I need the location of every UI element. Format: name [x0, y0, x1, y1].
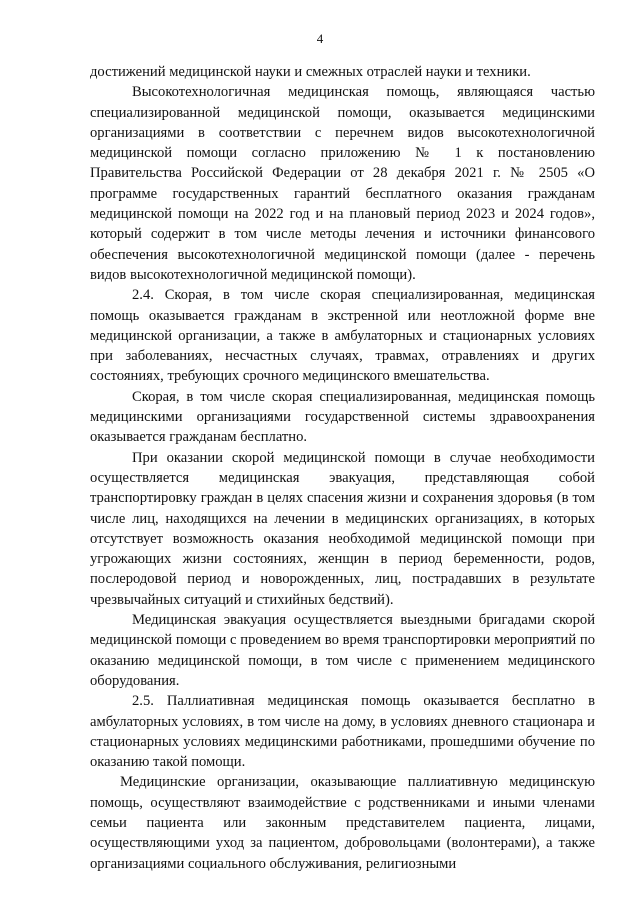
paragraph-palliative-organizations: Медицинские организации, оказывающие паллиативную медицинскую помощь, осуществляют взаимодействие с родственниками и иными членами семьи пациента или законным представителем пациента, лицами, осуществляющими уход за пациентом, добровольцами (волонтерами), а также организациями социального обслуживания, религиозными [90, 774, 595, 872]
paragraph-medical-evacuation: При оказании скорой медицинской помощи в случае необходимости осуществляется медицинская эвакуация, представляющая собой транспортировку граждан в целях спасения жизни и сохранения здоровья (в том числе лиц, находящихся на лечении в медицинских организациях, в которых отсутствует возможность оказания необходимой медицинской помощи при угрожающих жизни состояниях, женщин в период беременности, родов, послеродовой период и новорожденных, лиц, пострадавших в результате чрезвычайных ситуаций и стихийных бедствий). [90, 449, 595, 608]
paragraph-evacuation-teams: Медицинская эвакуация осуществляется выездными бригадами скорой медицинской помощи с проведением во время транспортировки мероприятий по оказанию медицинской помощи, в том числе с применением медицинского оборудования. [90, 612, 595, 689]
paragraph-2-4-emergency-care: 2.4. Скорая, в том числе скорая специализированная, медицинская помощь оказывается гражданам в экстренной или неотложной форме вне медицинской организации, а также в амбулаторных и стационарных условиях при заболеваниях, несчастных случаях, травмах, отравлениях и других состояниях, требующих срочного медицинского вмешательства. [90, 287, 595, 385]
document-body [90, 62, 595, 874]
paragraph-emergency-care-free: Скорая, в том числе скорая специализированная, медицинская помощь медицинскими организациями государственной системы здравоохранения оказывается гражданам бесплатно. [90, 388, 595, 446]
paragraph-2-5-palliative-care: 2.5. Паллиативная медицинская помощь оказывается бесплатно в амбулаторных условиях, в том числе на дому, в условиях дневного стационара и стационарных условиях медицинскими работниками, прошедшими обучение по оказанию такой помощи. [90, 693, 595, 771]
page-number: 4 [316, 31, 324, 46]
paragraph-continuation: достижений медицинской науки и смежных отраслей науки и техники. [90, 64, 531, 80]
paragraph-high-tech-care: Высокотехнологичная медицинская помощь, являющаяся частью специализированной медицинской помощи, оказывается медицинскими организациями в соответствии с перечнем видов высокотехнологичной медицинской помощи согласно приложению № 1 к постановлению Правительства Российской Федерации от 28 декабря 2021 г. № 2505 «О программе государственных гарантий бесплатного оказания гражданам медицинской помощи на 2022 год и на плановый период 2023 и 2024 годов», который содержит в том числе методы лечения и источники финансового обеспечения высокотехнологичной медицинской помощи (далее - перечень видов высокотехнологичной медицинской помощи). [90, 84, 595, 283]
